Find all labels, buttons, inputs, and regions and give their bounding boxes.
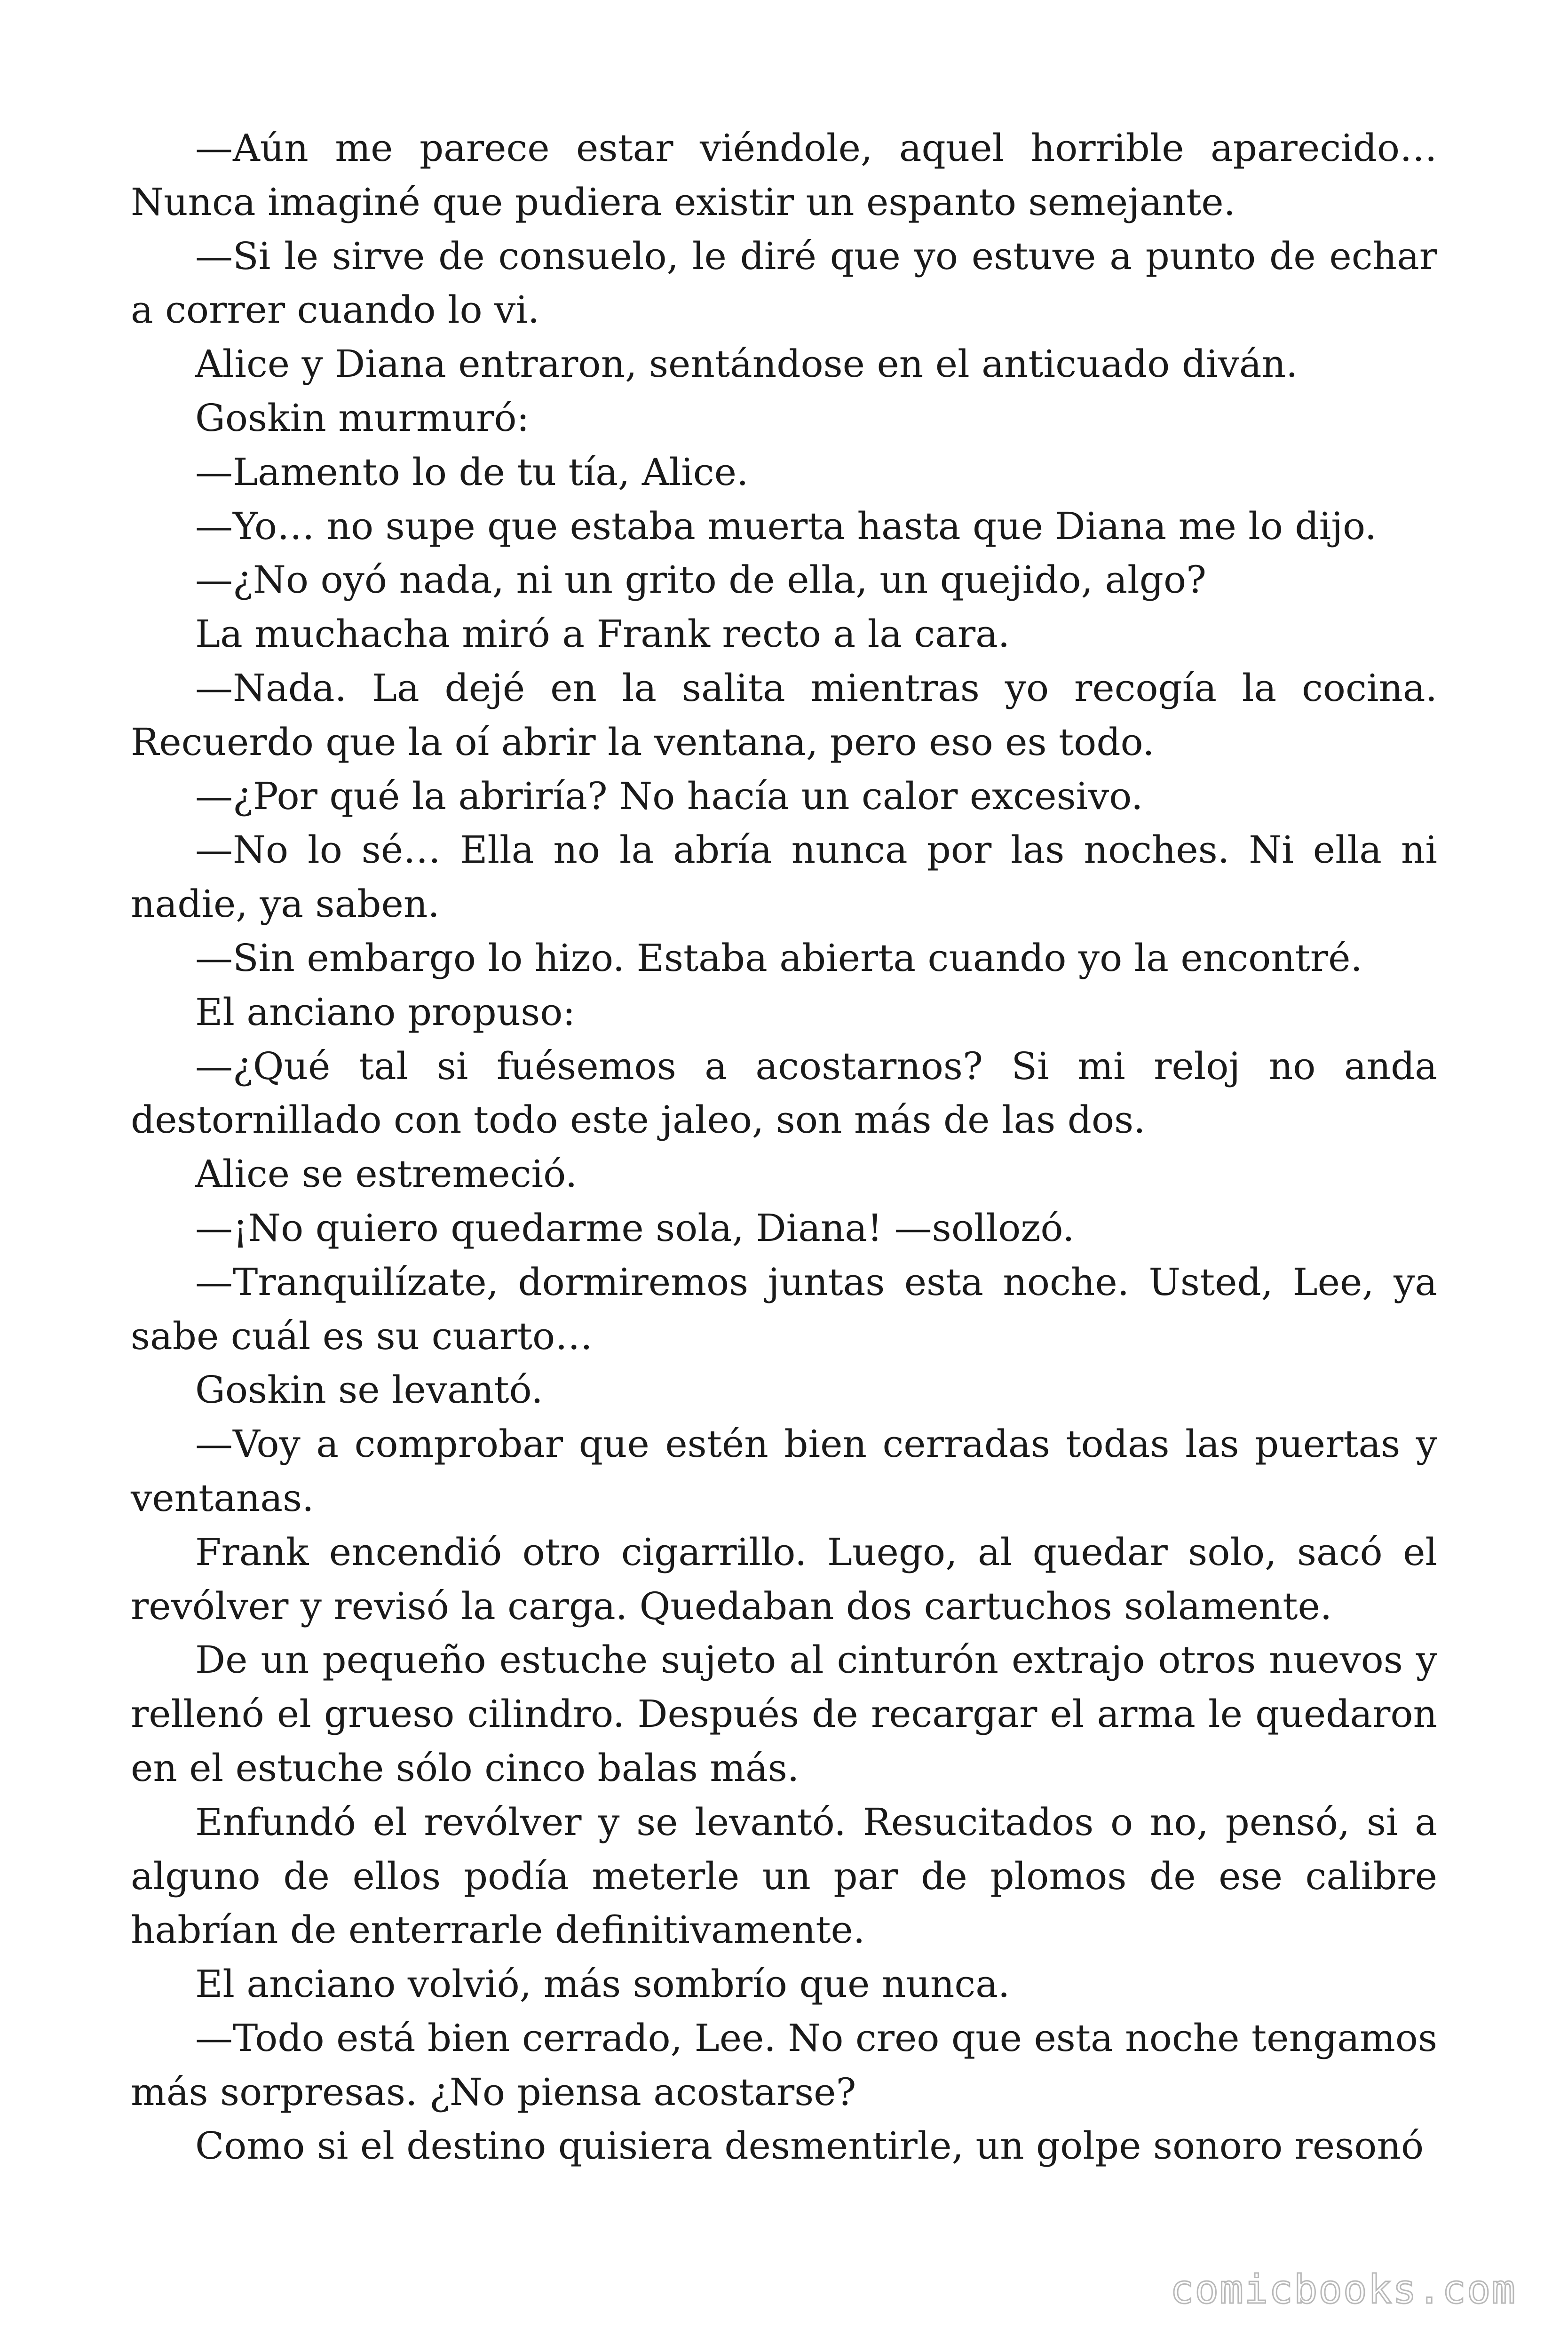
watermark: comicbooks.com [1170, 2266, 1516, 2312]
paragraph: El anciano propuso: [195, 990, 576, 1034]
paragraph: —Voy a comprobar que estén bien cerradas todas las puertas y ventanas. [131, 1422, 1437, 1520]
paragraph: La muchacha miró a Frank recto a la cara. [195, 612, 1010, 656]
paragraph: —Yo… no supe que estaba muerta hasta que Diana me lo dijo. [195, 504, 1377, 548]
paragraph: —¿No oyó nada, ni un grito de ella, un quejido, algo? [195, 558, 1206, 602]
paragraph: Goskin se levantó. [195, 1368, 543, 1412]
paragraph: Enfundó el revólver y se levantó. Resucitados o no, pensó, si a alguno de ellos podía meterle un par de plomos de ese calibre habrían de enterrarle definitivamente. [131, 1800, 1437, 1952]
paragraph: —Aún me parece estar viéndole, aquel horrible aparecido… Nunca imaginé que pudiera existir un espanto semejante. [131, 126, 1437, 224]
paragraph: Alice se estremeció. [195, 1152, 578, 1196]
paragraph: Como si el destino quisiera desmentirle, un golpe sonoro resonó [195, 2124, 1424, 2168]
paragraph: —No lo sé… Ella no la abría nunca por las noches. Ni ella ni nadie, ya saben. [131, 828, 1437, 926]
paragraph: —¿Por qué la abriría? No hacía un calor excesivo. [195, 774, 1143, 818]
paragraph: —¿Qué tal si fuésemos a acostarnos? Si mi reloj no anda destornillado con todo este jaleo, son más de las dos. [131, 1044, 1437, 1142]
paragraph: Goskin murmuró: [195, 396, 530, 440]
paragraph: —Si le sirve de consuelo, le diré que yo estuve a punto de echar a correr cuando lo vi. [131, 234, 1437, 332]
paragraph: —¡No quiero quedarme sola, Diana! —sollozó. [195, 1206, 1075, 1250]
paragraph: —Sin embargo lo hizo. Estaba abierta cuando yo la encontré. [195, 936, 1362, 980]
paragraph: De un pequeño estuche sujeto al cinturón extrajo otros nuevos y rellenó el grueso cilindro. Después de recargar el arma le quedaron en el estuche sólo cinco balas más. [131, 1638, 1437, 1790]
paragraph: El anciano volvió, más sombrío que nunca. [195, 1962, 1010, 2006]
page-text [131, 121, 1437, 2173]
paragraph: —Todo está bien cerrado, Lee. No creo que esta noche tengamos más sorpresas. ¿No piensa acostarse? [131, 2016, 1437, 2114]
paragraph: —Tranquilízate, dormiremos juntas esta noche. Usted, Lee, ya sabe cuál es su cuarto… [131, 1260, 1437, 1358]
paragraph: Alice y Diana entraron, sentándose en el anticuado diván. [195, 342, 1298, 386]
paragraph: —Nada. La dejé en la salita mientras yo recogía la cocina. Recuerdo que la oí abrir la ventana, pero eso es todo. [131, 666, 1437, 764]
paragraph: Frank encendió otro cigarrillo. Luego, al quedar solo, sacó el revólver y revisó la carga. Quedaban dos cartuchos solamente. [131, 1530, 1437, 1628]
paragraph: —Lamento lo de tu tía, Alice. [195, 450, 749, 494]
